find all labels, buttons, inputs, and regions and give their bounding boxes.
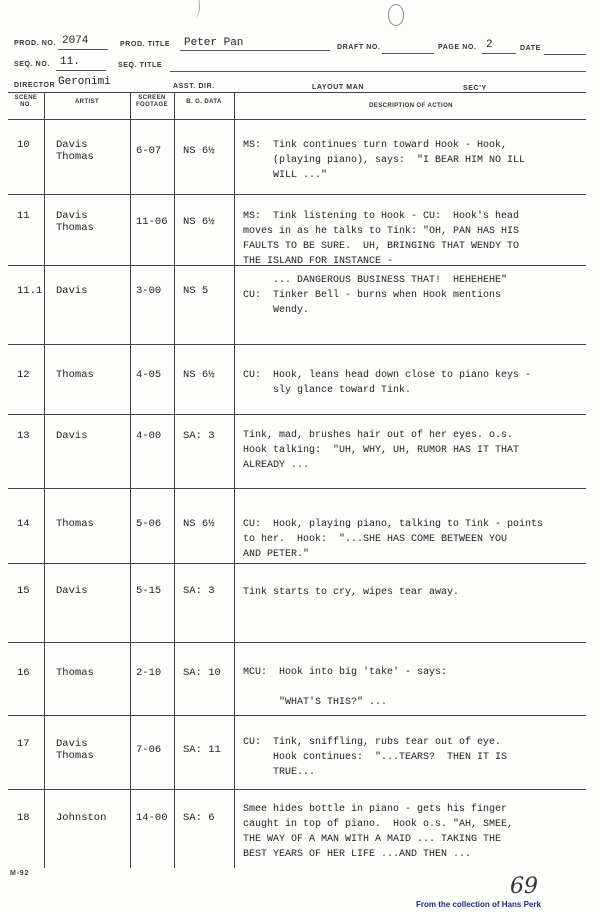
header-rule-1 bbox=[58, 49, 108, 50]
bg-data: NS 6½ bbox=[183, 369, 215, 381]
bg-data: NS 5 bbox=[183, 285, 209, 297]
prod-title-label: PROD. TITLE bbox=[120, 41, 171, 48]
bg-data: NS 6½ bbox=[183, 216, 215, 228]
table-row-divider bbox=[8, 488, 586, 489]
artist-name: Thomas bbox=[56, 518, 94, 530]
artist-name: Davis bbox=[56, 738, 88, 750]
seq-title-label: SEQ. TITLE bbox=[118, 62, 163, 69]
col-header-scene: SCENE NO. bbox=[14, 95, 38, 108]
prod-no-value: 2074 bbox=[62, 35, 89, 47]
artist-name: Davis bbox=[56, 585, 88, 597]
action-description: CU: Hook, playing piano, talking to Tink - points to her. Hook: "...SHE HAS COME BETWEEN YOU AND PETER." bbox=[243, 519, 544, 560]
action-description: Tink starts to cry, wipes tear away. bbox=[243, 587, 460, 598]
screen-footage: 14-00 bbox=[136, 812, 168, 824]
bg-data: SA: 3 bbox=[183, 430, 215, 442]
bg-data: NS 6½ bbox=[183, 145, 215, 157]
bg-data: SA: 11 bbox=[183, 744, 221, 756]
action-description: CU: Hook, leans head down close to piano keys - sly glance toward Tink. bbox=[243, 370, 532, 396]
artist-name: Thomas bbox=[56, 369, 94, 381]
artist-name: Davis bbox=[56, 430, 88, 442]
artist-name: Davis bbox=[56, 210, 88, 222]
screen-footage: 6-07 bbox=[136, 145, 162, 157]
action-description: ... DANGEROUS BUSINESS THAT! HEHEHEHE" CU: Tinker Bell - burns when Hook mentions Wendy. bbox=[243, 275, 508, 316]
punch-hole-mark bbox=[190, 0, 200, 18]
table-row-divider bbox=[8, 563, 586, 564]
table-row-divider bbox=[8, 119, 586, 120]
prod-title-value: Peter Pan bbox=[184, 37, 244, 49]
table-row-divider bbox=[8, 642, 586, 643]
header-rule-3 bbox=[382, 53, 434, 54]
action-description: Smee hides bottle in piano - gets his finger caught in top of piano. Hook o.s. "AH, SMEE, THE WAY OF A MAN WITH A MAID ... TAKING THE BEST YEARS OF HER LIFE ...AND THEN ... bbox=[243, 804, 514, 860]
col-header-footage: SCREEN FOOTAGE bbox=[135, 95, 169, 108]
seq-no-value: 11. bbox=[60, 56, 80, 68]
artist-name: Thomas bbox=[56, 750, 94, 762]
bg-data: SA: 10 bbox=[183, 667, 221, 679]
col-divider bbox=[44, 92, 45, 868]
page-no-value: 2 bbox=[486, 39, 493, 51]
artist-name: Thomas bbox=[56, 222, 94, 234]
action-description: MS: Tink listening to Hook - CU: Hook's head moves in as he talks to Tink: "OH, PAN HAS HIS FAULTS TO BE SURE. UH, BRINGING THAT WENDY TO THE ISLAND FOR INSTANCE - bbox=[243, 211, 520, 267]
action-description: MS: Tink continues turn toward Hook - Hook, (playing piano), says: "I BEAR HIM NO ILL WILL ..." bbox=[243, 140, 526, 181]
scene-number: 18 bbox=[17, 812, 30, 824]
scene-number: 14 bbox=[17, 518, 30, 530]
draft-no-label: DRAFT NO. bbox=[337, 44, 381, 51]
screen-footage: 2-10 bbox=[136, 667, 162, 679]
collection-credit: From the collection of Hans Perk bbox=[416, 900, 541, 909]
scene-number: 17 bbox=[17, 738, 30, 750]
header-rule-6 bbox=[56, 70, 106, 71]
director-value: Geronimi bbox=[58, 76, 111, 88]
artist-name: Davis bbox=[56, 285, 88, 297]
screen-footage: 5-06 bbox=[136, 518, 162, 530]
scene-number: 12 bbox=[17, 369, 30, 381]
col-header-description: DESCRIPTION OF ACTION bbox=[369, 103, 453, 109]
asst-dir-label: ASST. DIR. bbox=[173, 83, 215, 90]
page-no-label: PAGE NO. bbox=[438, 44, 477, 51]
scene-number: 10 bbox=[17, 139, 30, 151]
col-divider bbox=[174, 92, 175, 868]
artist-name: Thomas bbox=[56, 667, 94, 679]
form-number: M-92 bbox=[10, 870, 30, 877]
screen-footage: 4-00 bbox=[136, 430, 162, 442]
col-divider bbox=[234, 92, 235, 868]
screen-footage: 7-06 bbox=[136, 744, 162, 756]
artist-name: Johnston bbox=[56, 812, 107, 824]
screen-footage: 11-06 bbox=[136, 216, 168, 228]
screen-footage: 5-15 bbox=[136, 585, 162, 597]
bg-data: SA: 3 bbox=[183, 585, 215, 597]
header-rule-4 bbox=[482, 53, 516, 54]
screen-footage: 3-00 bbox=[136, 285, 162, 297]
action-description: MCU: Hook into big 'take' - says: "WHAT'S THIS?" ... bbox=[243, 667, 448, 708]
artist-name: Davis bbox=[56, 139, 88, 151]
seq-no-label: SEQ. NO. bbox=[14, 61, 50, 68]
layout-man-label: LAYOUT MAN bbox=[312, 84, 365, 91]
scene-number: 15 bbox=[17, 585, 30, 597]
punch-hole-mark bbox=[388, 4, 404, 26]
action-description: CU: Tink, sniffling, rubs tear out of eye. Hook continues: "...TEARS? THEN IT IS TRUE... bbox=[243, 737, 508, 778]
scene-number: 11.1 bbox=[17, 285, 43, 297]
prod-no-label: PROD. NO. bbox=[14, 40, 56, 47]
scene-number: 13 bbox=[17, 430, 30, 442]
handwritten-page-mark: 69 bbox=[510, 874, 538, 899]
header-rule-5 bbox=[544, 54, 586, 55]
screen-footage: 4-05 bbox=[136, 369, 162, 381]
col-header-bg-data: B. G. DATA bbox=[186, 99, 222, 105]
table-row-divider bbox=[8, 789, 586, 790]
secy-label: SEC'Y bbox=[463, 85, 487, 92]
bg-data: NS 6½ bbox=[183, 518, 215, 530]
bg-data: SA: 6 bbox=[183, 812, 215, 824]
col-divider bbox=[130, 92, 131, 868]
col-header-artist: ARTIST bbox=[74, 99, 100, 105]
date-label: DATE bbox=[520, 45, 541, 52]
table-row-divider bbox=[8, 344, 586, 345]
header-rule-2 bbox=[180, 50, 330, 51]
artist-name: Thomas bbox=[56, 151, 94, 163]
action-description: Tink, mad, brushes hair out of her eyes. o.s. Hook talking: "UH, WHY, UH, RUMOR HAS IT THAT ALREADY ... bbox=[243, 430, 520, 471]
header-rule-7 bbox=[170, 71, 586, 72]
table-row-divider bbox=[8, 414, 586, 415]
table-row-divider bbox=[8, 194, 586, 195]
director-label: DIRECTOR bbox=[14, 82, 56, 89]
scene-number: 16 bbox=[17, 667, 30, 679]
table-row-divider bbox=[8, 265, 586, 266]
scene-number: 11 bbox=[17, 210, 30, 222]
table-row-divider bbox=[8, 715, 586, 716]
